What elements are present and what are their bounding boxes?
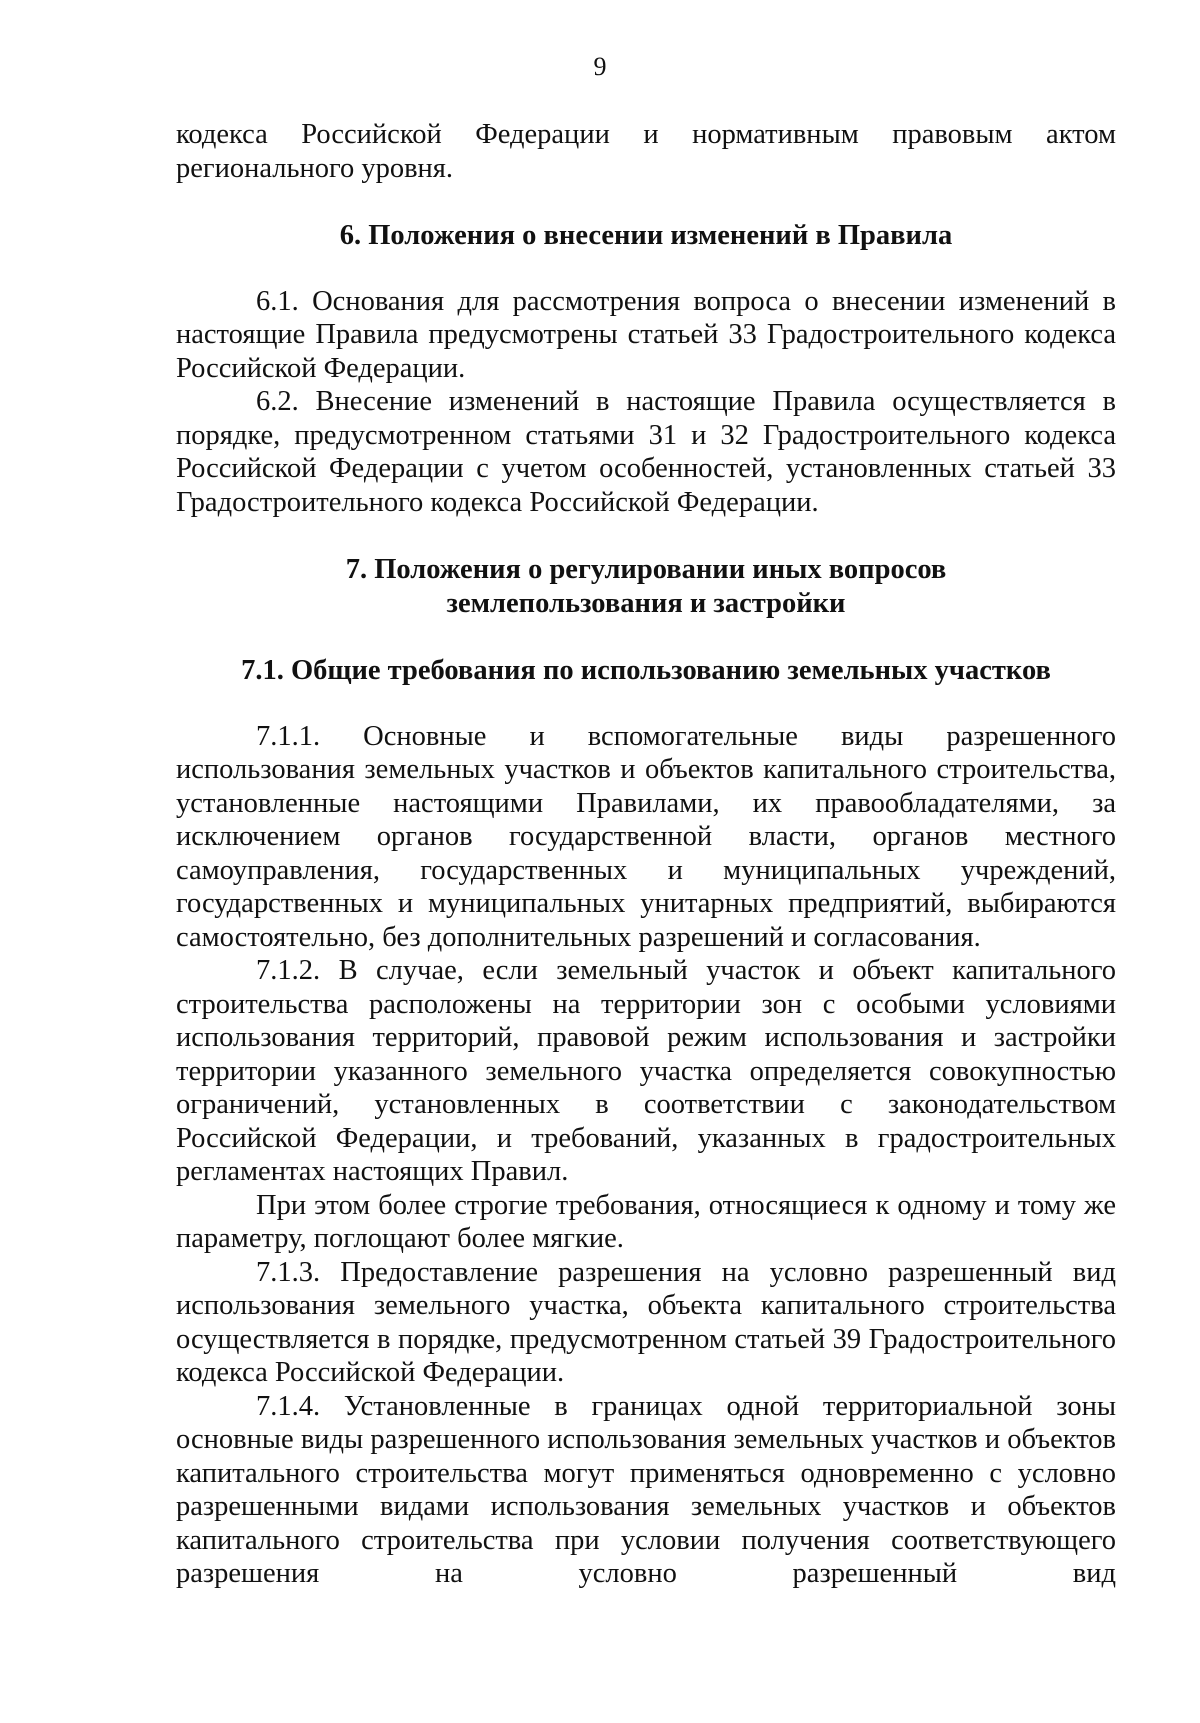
paragraph-7-1-3: 7.1.3. Предоставление разрешения на условно разрешенный вид использования земельного участка, объекта капитального строительства осуществляется в порядке, предусмотренном статьей 39 Градостроительного кодекса Российской Федерации. (176, 1256, 1116, 1388)
paragraph-7-1-4: 7.1.4. Установленные в границах одной территориальной зоны основные виды разрешенного использования земельных участков и объектов капитального строительства могут применяться одновременно с условно разрешенными видами использования земельных участков и объектов капитального строительства при условии получения соответствующего разрешения на условно разрешенный вид (176, 1390, 1116, 1589)
document-body (176, 118, 1116, 1591)
paragraph-7-1-2-note: При этом более строгие требования, относящиеся к одному и тому же параметру, поглощают более мягкие. (176, 1189, 1116, 1254)
page-number: 9 (593, 52, 607, 81)
paragraph-7-1-2: 7.1.2. В случае, если земельный участок и объект капитального строительства расположены на территории зон с особыми условиями использования территорий, правовой режим использования и застройки территории указанного земельного участка определяется совокупностью ограничений, установленных в соответствии с законодательством Российской Федерации, и требований, указанных в градостроительных регламентах настоящих Правил. (176, 955, 1116, 1187)
section-7-heading-line-2: землепользования и застройки (446, 587, 846, 619)
section-7-heading (176, 553, 1116, 620)
paragraph-7-1-1: 7.1.1. Основные и вспомогательные виды разрешенного использования земельных участков и объектов капитального строительства, установленные настоящими Правилами, их правообладателями, за исключением органов государственной власти, органов местного самоуправления, государственных и муниципальных учреждений, государственных и муниципальных унитарных предприятий, выбираются самостоятельно, без дополнительных разрешений и согласования. (176, 720, 1116, 953)
section-7-heading-line-1: 7. Положения о регулировании иных вопросов (345, 554, 947, 585)
paragraph-6-2: 6.2. Внесение изменений в настоящие Правила осуществляется в порядке, предусмотренном статьями 31 и 32 Градостроительного кодекса Российской Федерации с учетом особенностей, установленных статьей 33 Градостроительного кодекса Российской Федерации. (176, 386, 1116, 518)
subsection-7-1-heading: 7.1. Общие требования по использованию земельных участков (241, 655, 1051, 686)
section-6-heading: 6. Положения о внесении изменений в Правила (339, 220, 953, 251)
paragraph-6-1: 6.1. Основания для рассмотрения вопроса о внесении изменений в настоящие Правила предусмотрены статьей 33 Градостроительного кодекса Российской Федерации. (176, 285, 1116, 384)
intro-continuation: кодекса Российской Федерации и нормативным правовым актом регионального уровня. (176, 119, 1116, 184)
